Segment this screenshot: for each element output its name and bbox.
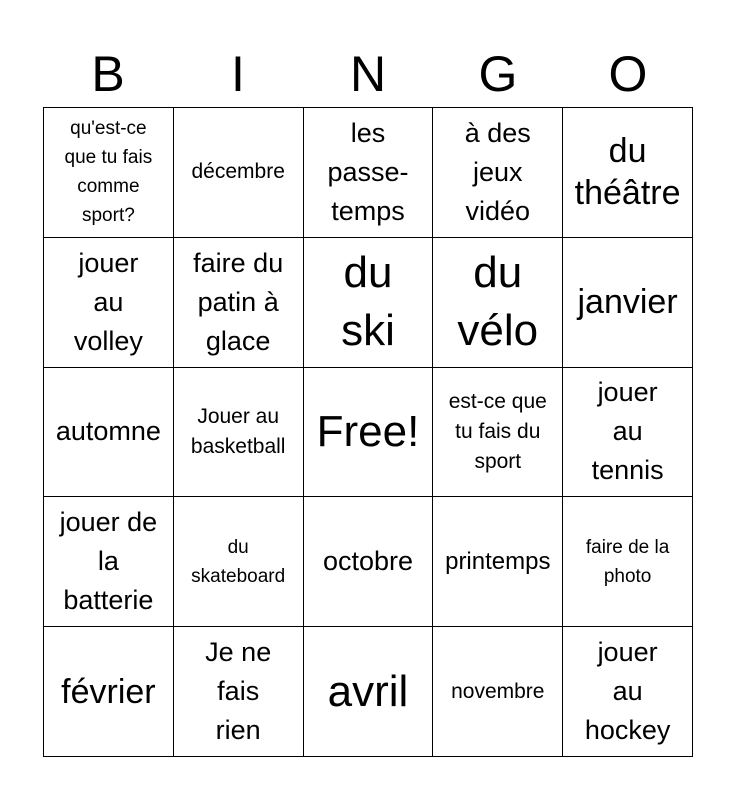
cell-label: à des jeux vidéo <box>464 117 531 226</box>
cell-label: jouer au hockey <box>584 637 671 746</box>
bingo-cell-r1-c1[interactable] <box>44 108 174 238</box>
cell-label: Jouer au basketball <box>190 404 286 458</box>
cell-label: Je ne fais rien <box>205 637 272 746</box>
cell-label: du ski <box>341 248 395 356</box>
cell-label: avril <box>327 666 409 716</box>
bingo-cell-r4-c1[interactable] <box>44 497 174 627</box>
bingo-cell-r2-c2[interactable] <box>174 238 304 368</box>
bingo-cell-r2-c1[interactable] <box>44 238 174 368</box>
bingo-cell-r3-c5[interactable] <box>563 368 693 498</box>
header-letter-o: O <box>608 46 648 102</box>
bingo-card-grid <box>43 107 693 757</box>
cell-label: jouer au tennis <box>591 377 664 486</box>
bingo-header <box>43 40 693 108</box>
bingo-cell-r4-c5[interactable] <box>563 497 693 627</box>
cell-label: jouer au volley <box>73 247 143 356</box>
bingo-cell-r2-c4[interactable] <box>433 238 563 368</box>
bingo-cell-r2-c5[interactable] <box>563 238 693 368</box>
bingo-cell-r4-c2[interactable] <box>174 497 304 627</box>
bingo-cell-r5-c3[interactable] <box>304 627 434 757</box>
cell-label: octobre <box>322 546 414 577</box>
cell-label: jouer de la batterie <box>59 507 158 616</box>
bingo-cell-r3-c1[interactable] <box>44 368 174 498</box>
cell-label: du vélo <box>457 248 539 356</box>
cell-label: janvier <box>577 283 678 322</box>
bingo-cell-r1-c2[interactable] <box>174 108 304 238</box>
cell-label: faire du patin à glace <box>193 247 284 356</box>
cell-label: automne <box>55 416 161 447</box>
header-letter-n: N <box>349 46 387 102</box>
bingo-cell-r4-c4[interactable] <box>433 497 563 627</box>
bingo-cell-r1-c4[interactable] <box>433 108 563 238</box>
header-letter-i: I <box>231 46 245 102</box>
bingo-cell-r4-c3[interactable] <box>304 497 434 627</box>
cell-label: est-ce que tu fais du sport <box>448 389 547 473</box>
cell-label: février <box>61 672 156 711</box>
bingo-cell-r2-c3[interactable] <box>304 238 434 368</box>
header-letter-b: B <box>91 46 125 102</box>
cell-label: décembre <box>191 160 285 184</box>
cell-label: novembre <box>451 679 545 703</box>
header-letter-g: G <box>478 46 518 102</box>
cell-label: du théâtre <box>574 132 681 213</box>
cell-label: faire de la photo <box>585 536 670 587</box>
cell-label: qu'est-ce que tu fais comme sport? <box>64 118 153 227</box>
cell-label: printemps <box>445 547 551 575</box>
bingo-cell-r1-c3[interactable] <box>304 108 434 238</box>
bingo-cell-r5-c2[interactable] <box>174 627 304 757</box>
bingo-cell-r3-c2[interactable] <box>174 368 304 498</box>
bingo-cell-r5-c1[interactable] <box>44 627 174 757</box>
bingo-cell-r3-c3[interactable] <box>304 368 434 498</box>
bingo-cell-r1-c5[interactable] <box>563 108 693 238</box>
bingo-cell-r3-c4[interactable] <box>433 368 563 498</box>
bingo-cell-r5-c4[interactable] <box>433 627 563 757</box>
bingo-cell-r5-c5[interactable] <box>563 627 693 757</box>
cell-label: du skateboard <box>191 536 286 587</box>
cell-label: les passe-temps <box>327 117 409 226</box>
free-space-label: Free! <box>316 406 420 456</box>
